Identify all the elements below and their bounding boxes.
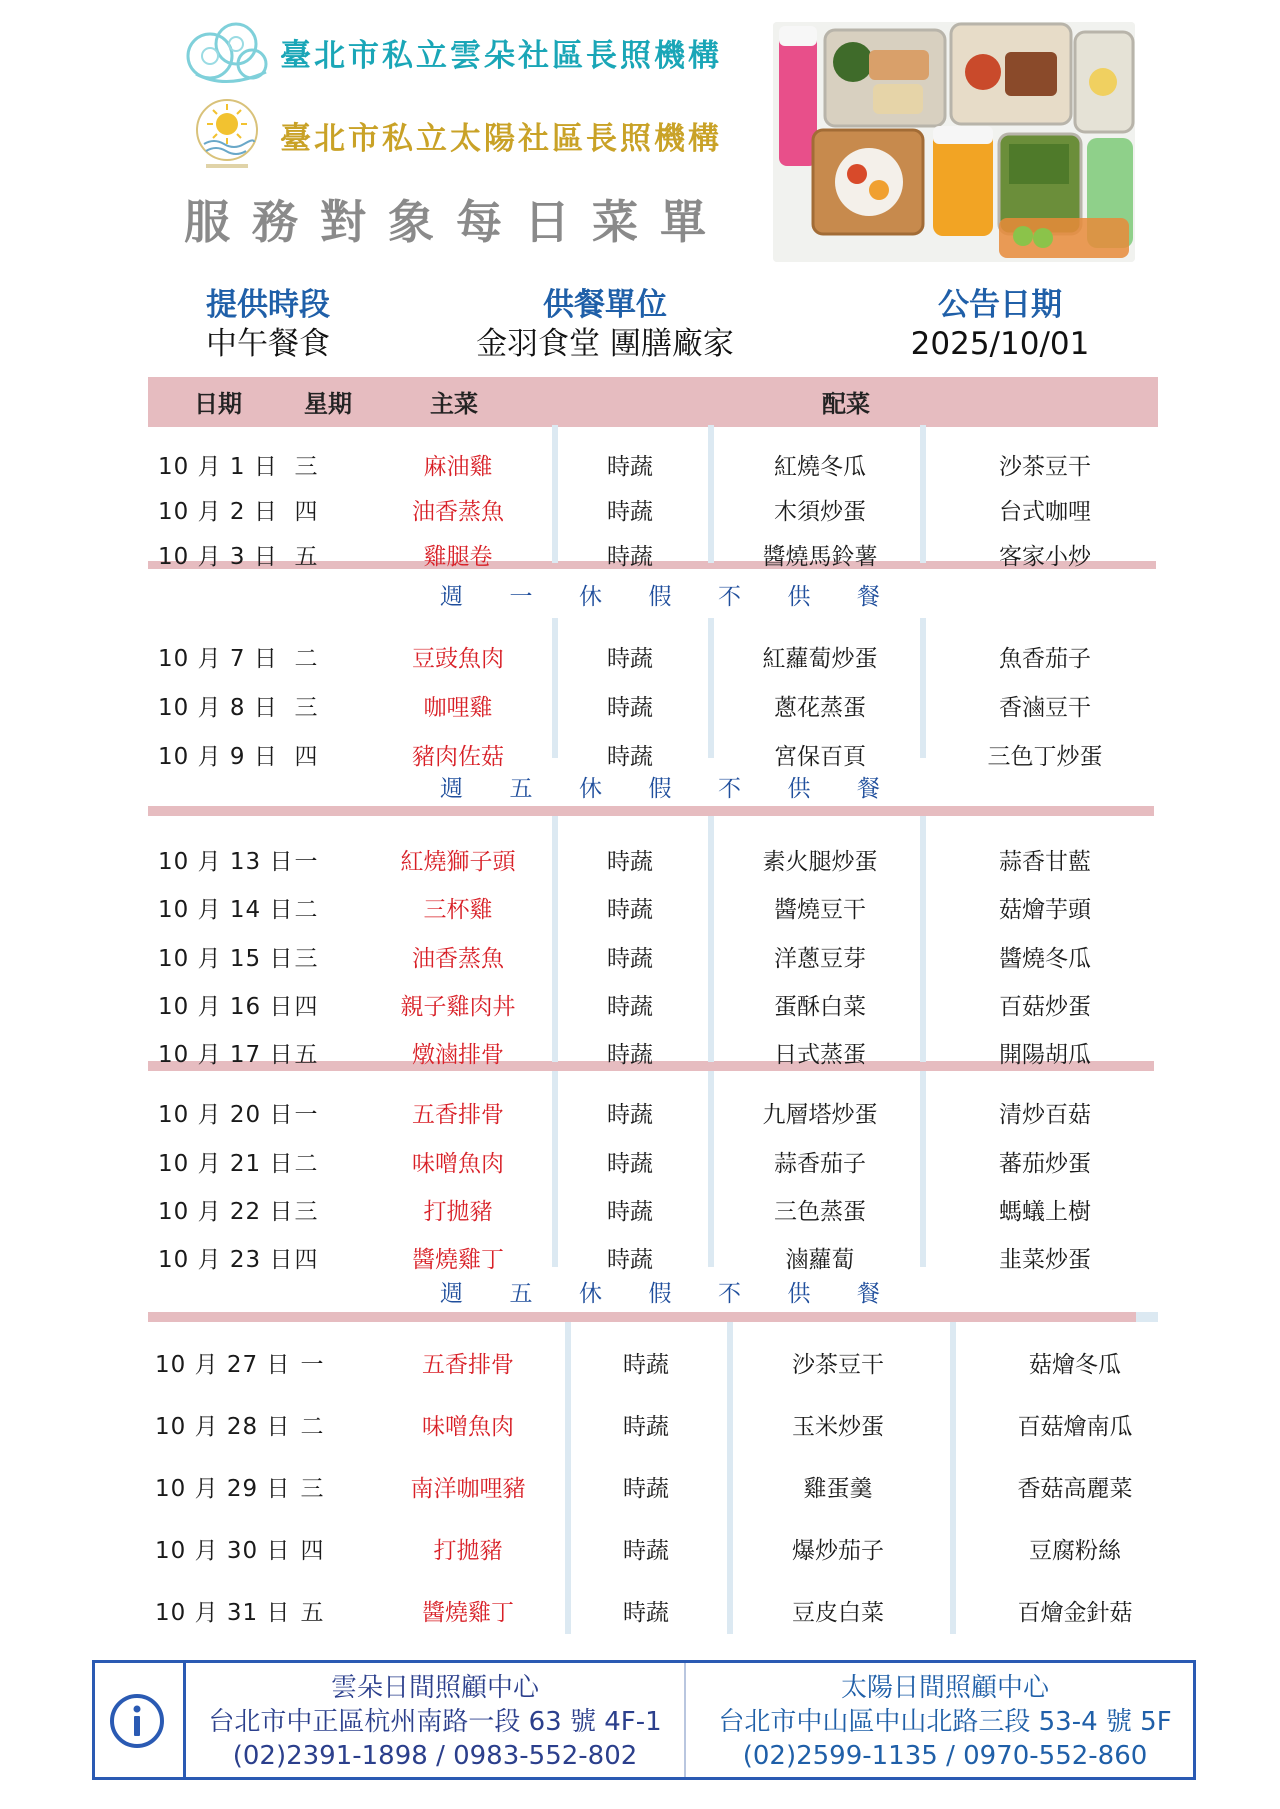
row-date: 10 月 20 日 [158,1102,294,1128]
row-main-dish: 油香蒸魚 [412,946,504,972]
holiday-char: 不 [718,584,741,610]
row-date: 10 月 3 日 [158,544,278,570]
sun-center-address: 台北市中山區中山北路三段 53-4 號 5F [718,1707,1172,1737]
holiday-char: 供 [787,1281,811,1307]
section-divider-tail [1136,1312,1158,1322]
column-separator [552,618,558,758]
row-main-dish: 燉滷排骨 [412,1042,504,1068]
row-side-dish-2: 蔥花蒸蛋 [774,695,866,721]
row-weekday: 五 [294,544,318,570]
row-side-dish-3: 菇燴芋頭 [999,897,1091,923]
row-side-dish-2: 紅蘿蔔炒蛋 [762,646,878,672]
column-separator [708,1071,714,1267]
row-date: 10 月 29 日 [155,1476,291,1502]
row-side-dish-3: 開陽胡瓜 [999,1042,1091,1068]
row-date: 10 月 8 日 [158,695,278,721]
cloud-center-name: 雲朵日間照顧中心 [330,1673,539,1703]
row-side-vegetable: 時蔬 [607,849,653,875]
row-side-vegetable: 時蔬 [607,744,653,770]
row-side-vegetable: 時蔬 [623,1538,669,1564]
row-date: 10 月 21 日 [158,1151,294,1177]
row-side-dish-2: 木須炒蛋 [774,499,866,525]
holiday-char: 假 [648,584,672,610]
column-separator [708,816,714,1062]
row-side-vegetable: 時蔬 [607,897,653,923]
row-side-vegetable: 時蔬 [607,499,653,525]
row-weekday: 二 [294,1151,318,1177]
row-side-dish-2: 玉米炒蛋 [792,1414,884,1440]
row-side-dish-2: 醬燒豆干 [774,897,866,923]
row-side-dish-3: 清炒百菇 [999,1102,1091,1128]
header-weekday: 星期 [304,390,352,418]
row-main-dish: 打拋豬 [423,1199,493,1225]
holiday-char: 五 [509,1281,533,1307]
row-side-vegetable: 時蔬 [607,454,653,480]
row-weekday: 四 [300,1538,324,1564]
row-date: 10 月 9 日 [158,744,278,770]
row-side-dish-3: 韭菜炒蛋 [999,1247,1091,1273]
cloud-center-contact [195,1671,675,1773]
row-main-dish: 南洋咖哩豬 [410,1476,526,1502]
row-weekday: 三 [294,695,318,721]
meal-period-block [168,286,368,364]
info-icon [109,1693,165,1749]
column-separator [708,425,714,563]
holiday-char: 不 [718,776,741,802]
row-side-dish-2: 九層塔炒蛋 [762,1102,878,1128]
column-separator [708,618,714,758]
holiday-char: 假 [648,776,672,802]
cloud-org-name: 臺北市私立雲朵社區長照機構 [280,37,722,74]
row-side-vegetable: 時蔬 [607,695,653,721]
footer-divider [684,1663,686,1777]
vendor-block [440,286,770,364]
row-date: 10 月 27 日 [155,1352,291,1378]
row-side-dish-3: 醬燒冬瓜 [999,946,1091,972]
food-containers-image [773,22,1135,262]
holiday-char: 一 [509,584,533,610]
row-main-dish: 咖哩雞 [423,695,493,721]
row-side-dish-3: 三色丁炒蛋 [987,744,1103,770]
row-side-vegetable: 時蔬 [607,646,653,672]
row-side-dish-2: 爆炒茄子 [792,1538,884,1564]
row-side-dish-3: 台式咖哩 [999,499,1091,525]
holiday-char: 餐 [857,776,880,802]
row-side-vegetable: 時蔬 [623,1600,669,1626]
sun-center-contact [695,1671,1195,1773]
holiday-char: 休 [579,1281,602,1307]
row-side-dish-2: 三色蒸蛋 [774,1199,866,1225]
row-weekday: 一 [294,1102,318,1128]
cloud-center-phone: (02)2391-1898 / 0983-552-802 [232,1741,638,1771]
row-date: 10 月 23 日 [158,1247,294,1273]
row-main-dish: 豬肉佐菇 [412,744,504,770]
holiday-char: 不 [718,1281,741,1307]
column-separator [920,816,926,1062]
announce-date-value: 2025/10/01 [910,326,1090,362]
row-weekday: 五 [294,1042,318,1068]
row-side-dish-2: 素火腿炒蛋 [762,849,878,875]
row-side-dish-3: 百菇炒蛋 [999,994,1091,1020]
row-main-dish: 親子雞肉丼 [400,994,516,1020]
page-title: 服務對象每日菜單 [184,195,728,249]
section-divider [148,806,1154,816]
cloud-logo-icon [180,14,274,90]
column-separator [950,1322,956,1634]
row-main-dish: 味噌魚肉 [412,1151,504,1177]
row-side-vegetable: 時蔬 [607,994,653,1020]
row-weekday: 三 [294,1199,318,1225]
row-weekday: 三 [294,454,318,480]
sun-org-row [180,96,722,174]
holiday-char: 假 [648,1281,672,1307]
holiday-row-1 [440,578,880,611]
sun-logo-icon [192,96,262,174]
announce-date-label: 公告日期 [938,287,1062,323]
footer-divider [183,1663,186,1777]
row-main-dish: 豆豉魚肉 [412,646,504,672]
holiday-char: 週 [440,776,463,802]
row-date: 10 月 1 日 [158,454,278,480]
holiday-char: 餐 [857,1281,880,1307]
row-side-dish-2: 沙茶豆干 [792,1352,884,1378]
row-weekday: 四 [294,744,318,770]
row-side-vegetable: 時蔬 [607,946,653,972]
row-main-dish: 五香排骨 [412,1102,504,1128]
row-side-dish-2: 蒜香茄子 [774,1151,866,1177]
row-side-dish-3: 螞蟻上樹 [999,1199,1091,1225]
holiday-char: 週 [440,584,463,610]
sun-org-name: 臺北市私立太陽社區長照機構 [280,120,722,157]
row-side-dish-2: 豆皮白菜 [792,1600,884,1626]
column-separator [920,1071,926,1267]
row-side-vegetable: 時蔬 [623,1352,669,1378]
row-date: 10 月 7 日 [158,646,278,672]
holiday-row-2 [440,770,880,803]
section-divider [148,1312,1138,1322]
meal-period-label: 提供時段 [206,287,330,323]
row-main-dish: 三杯雞 [423,897,493,923]
holiday-char: 供 [787,776,811,802]
row-side-vegetable: 時蔬 [607,1102,653,1128]
row-side-dish-3: 沙茶豆干 [999,454,1091,480]
holiday-char: 五 [509,776,533,802]
row-side-dish-3: 蕃茄炒蛋 [999,1151,1091,1177]
row-weekday: 二 [300,1414,324,1440]
column-separator [727,1322,733,1634]
row-side-vegetable: 時蔬 [607,544,653,570]
meal-period-value: 中午餐食 [206,326,330,362]
vendor-label: 供餐單位 [543,287,667,323]
row-weekday: 五 [300,1600,324,1626]
column-separator [552,1071,558,1267]
row-date: 10 月 2 日 [158,499,278,525]
row-date: 10 月 17 日 [158,1042,294,1068]
row-weekday: 三 [294,946,318,972]
row-side-dish-2: 蛋酥白菜 [774,994,866,1020]
row-date: 10 月 28 日 [155,1414,291,1440]
row-side-dish-2: 紅燒冬瓜 [774,454,866,480]
row-side-dish-2: 日式蒸蛋 [774,1042,866,1068]
holiday-char: 休 [579,584,602,610]
row-date: 10 月 22 日 [158,1199,294,1225]
row-main-dish: 雞腿卷 [423,544,493,570]
row-side-dish-2: 滷蘿蔔 [785,1247,855,1273]
sun-center-phone: (02)2599-1135 / 0970-552-860 [742,1741,1148,1771]
row-date: 10 月 14 日 [158,897,294,923]
row-weekday: 一 [300,1352,324,1378]
row-side-dish-3: 香滷豆干 [999,695,1091,721]
holiday-row-3 [440,1275,880,1308]
cloud-org-row [180,14,722,90]
row-side-dish-2: 雞蛋羹 [803,1476,873,1502]
row-date: 10 月 30 日 [155,1538,291,1564]
sun-center-name: 太陽日間照顧中心 [840,1673,1049,1703]
column-separator [565,1322,571,1634]
row-main-dish: 麻油雞 [423,454,493,480]
row-main-dish: 紅燒獅子頭 [400,849,516,875]
row-side-dish-3: 百菇燴南瓜 [1017,1414,1133,1440]
vendor-value: 金羽食堂 團膳廠家 [476,326,734,362]
header-date: 日期 [194,390,242,418]
holiday-char: 餐 [857,584,880,610]
row-side-vegetable: 時蔬 [623,1414,669,1440]
holiday-char: 供 [787,584,811,610]
row-date: 10 月 15 日 [158,946,294,972]
column-separator [920,425,926,563]
column-separator [552,425,558,563]
meal-prep-photo [773,22,1135,262]
row-side-dish-3: 香菇高麗菜 [1017,1476,1133,1502]
column-separator [920,618,926,758]
row-main-dish: 五香排骨 [422,1352,514,1378]
row-side-dish-3: 魚香茄子 [999,646,1091,672]
row-main-dish: 油香蒸魚 [412,499,504,525]
cloud-center-address: 台北市中正區杭州南路一段 63 號 4F-1 [208,1707,662,1737]
row-side-dish-3: 百燴金針菇 [1017,1600,1133,1626]
row-weekday: 四 [294,499,318,525]
row-weekday: 四 [294,1247,318,1273]
row-side-vegetable: 時蔬 [607,1042,653,1068]
row-side-dish-2: 宮保百頁 [774,744,866,770]
row-side-vegetable: 時蔬 [607,1247,653,1273]
row-weekday: 二 [294,646,318,672]
row-side-vegetable: 時蔬 [607,1199,653,1225]
header-main: 主菜 [430,390,478,418]
row-weekday: 三 [300,1476,324,1502]
column-separator [552,816,558,1062]
row-side-vegetable: 時蔬 [607,1151,653,1177]
row-date: 10 月 16 日 [158,994,294,1020]
row-main-dish: 醬燒雞丁 [412,1247,504,1273]
row-weekday: 一 [294,849,318,875]
row-side-dish-3: 菇燴冬瓜 [1029,1352,1121,1378]
row-main-dish: 味噌魚肉 [422,1414,514,1440]
row-main-dish: 醬燒雞丁 [422,1600,514,1626]
announce-date-block [870,286,1130,364]
header-sides: 配菜 [822,390,870,418]
row-side-dish-3: 蒜香甘藍 [999,849,1091,875]
row-main-dish: 打拋豬 [433,1538,503,1564]
row-date: 10 月 31 日 [155,1600,291,1626]
row-weekday: 四 [294,994,318,1020]
row-side-vegetable: 時蔬 [623,1476,669,1502]
row-date: 10 月 13 日 [158,849,294,875]
row-side-dish-3: 客家小炒 [999,544,1091,570]
holiday-char: 週 [440,1281,463,1307]
row-side-dish-2: 醬燒馬鈴薯 [762,544,878,570]
contact-footer [92,1660,1196,1780]
row-weekday: 二 [294,897,318,923]
holiday-char: 休 [579,776,602,802]
row-side-dish-2: 洋蔥豆芽 [774,946,866,972]
row-side-dish-3: 豆腐粉絲 [1029,1538,1121,1564]
